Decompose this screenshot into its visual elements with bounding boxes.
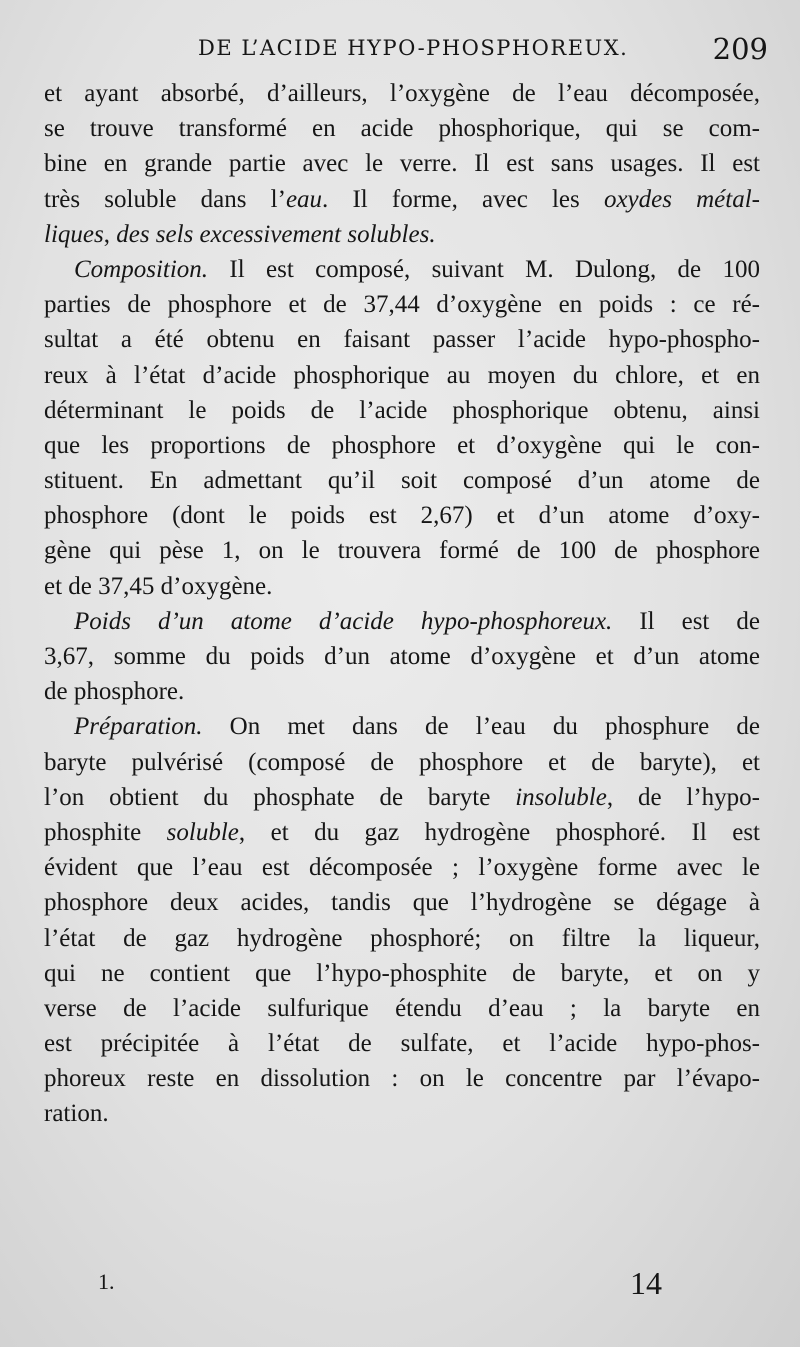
text-segment: que les proportions de phosphore et d’oxygène qui le con- — [44, 431, 760, 459]
text-line — [44, 956, 760, 991]
text-segment: évident que l’eau est décomposée ; l’oxygène forme avec le — [44, 854, 760, 882]
text-line — [44, 533, 760, 568]
italic-text-segment: insoluble — [515, 783, 607, 811]
page-header — [0, 32, 800, 72]
text-line — [44, 780, 760, 815]
italic-text-segment: Préparation. — [74, 713, 203, 741]
text-line — [44, 604, 760, 639]
running-head: DE L’ACIDE HYPO-PHOSPHOREUX. — [198, 36, 629, 60]
text-line — [44, 463, 760, 498]
text-line — [44, 674, 760, 709]
page-footer — [0, 1265, 800, 1315]
body-text — [44, 76, 760, 1132]
text-segment: . Il forme, avec les — [322, 185, 604, 213]
text-line — [44, 921, 760, 956]
text-segment: reux à l’état d’acide phosphorique au moyen du chlore, et en — [44, 361, 760, 389]
text-line — [44, 569, 760, 604]
text-segment: phosphore (dont le poids est 2,67) et d’un atome d’oxy- — [44, 502, 760, 530]
text-segment: se trouve transformé en acide phosphorique, qui se com- — [44, 115, 760, 143]
text-segment: et de 37,45 d’oxygène. — [44, 572, 273, 600]
text-segment: gène qui pèse 1, on le trouvera formé de 100 de phosphore — [44, 537, 760, 565]
text-line — [44, 217, 760, 252]
text-line — [44, 1096, 760, 1131]
text-line — [44, 76, 760, 111]
text-segment: très soluble dans l’ — [44, 185, 286, 213]
text-segment: qui ne contient que l’hypo-phosphite de baryte, et on y — [44, 959, 760, 987]
text-line — [44, 815, 760, 850]
text-line — [44, 182, 760, 217]
italic-text-segment: des sels excessivement solubles. — [116, 220, 436, 248]
italic-text-segment: eau — [285, 185, 323, 213]
text-segment: sultat a été obtenu en faisant passer l’acide hypo-phospho- — [44, 326, 760, 354]
text-segment: et ayant absorbé, d’ailleurs, l’oxygène de l’eau décomposée, — [44, 80, 760, 107]
text-segment: l’on obtient du phosphate de baryte — [44, 783, 516, 811]
text-line — [44, 498, 760, 533]
text-segment: ration. — [44, 1100, 109, 1128]
text-line — [44, 146, 760, 181]
italic-text-segment: Poids d’un atome d’acide hypo-phosphoreux. — [74, 607, 613, 635]
text-line — [44, 1061, 760, 1096]
text-segment: baryte pulvérisé (composé de phosphore et de baryte), et — [44, 748, 760, 776]
text-segment: phosphore deux acides, tandis que l’hydrogène se dégage à — [44, 889, 760, 917]
text-segment: est précipitée à l’état de sulfate, et l’acide hypo-phos- — [44, 1030, 760, 1058]
text-line — [44, 287, 760, 322]
text-segment: 3,67, somme du poids d’un atome d’oxygène et d’un atome — [44, 643, 760, 670]
text-segment: Il est composé, suivant M. Dulong, de 100 — [208, 255, 760, 283]
text-segment: déterminant le poids de l’acide phosphorique obtenu, ainsi — [44, 396, 760, 424]
text-segment: phoreux reste en dissolution : on le concentre par l’évapo- — [44, 1065, 760, 1093]
italic-text-segment: liques — [44, 220, 104, 248]
text-segment: l’état de gaz hydrogène phosphoré; on filtre la liqueur, — [44, 924, 760, 952]
text-line — [44, 111, 760, 146]
text-line — [44, 850, 760, 885]
text-segment: verse de l’acide sulfurique étendu d’eau ; la baryte en — [44, 994, 760, 1022]
text-segment: , — [103, 220, 117, 248]
text-segment: stituent. En admettant qu’il soit composé d’un atome de — [44, 467, 760, 495]
text-segment: de phosphore. — [44, 678, 185, 706]
text-line — [44, 358, 760, 393]
text-line — [44, 252, 760, 287]
text-line — [44, 428, 760, 463]
text-segment: On met dans de l’eau du phosphure de — [202, 713, 760, 741]
italic-text-segment: soluble — [166, 818, 239, 846]
text-segment: , et du gaz hydrogène phosphoré. Il est — [238, 818, 760, 846]
page-number: 209 — [712, 32, 768, 66]
text-line — [44, 393, 760, 428]
text-line — [44, 991, 760, 1026]
signature-number: 14 — [630, 1265, 662, 1301]
text-line — [44, 1026, 760, 1061]
text-segment: Il est de — [612, 607, 760, 635]
text-line — [44, 709, 760, 744]
text-line — [44, 322, 760, 357]
text-segment: bine en grande partie avec le verre. Il est sans usages. Il est — [44, 150, 760, 178]
text-line — [44, 639, 760, 674]
text-segment: parties de phosphore et de 37,44 d’oxygène en poids : ce ré- — [44, 291, 760, 319]
italic-text-segment: Composition. — [74, 255, 209, 283]
signature-mark: 1. — [98, 1269, 115, 1294]
text-segment: phosphite — [44, 818, 167, 846]
text-line — [44, 745, 760, 780]
text-segment: , de l’hypo- — [606, 783, 760, 811]
italic-text-segment: oxydes métal- — [603, 185, 760, 213]
text-line — [44, 885, 760, 920]
